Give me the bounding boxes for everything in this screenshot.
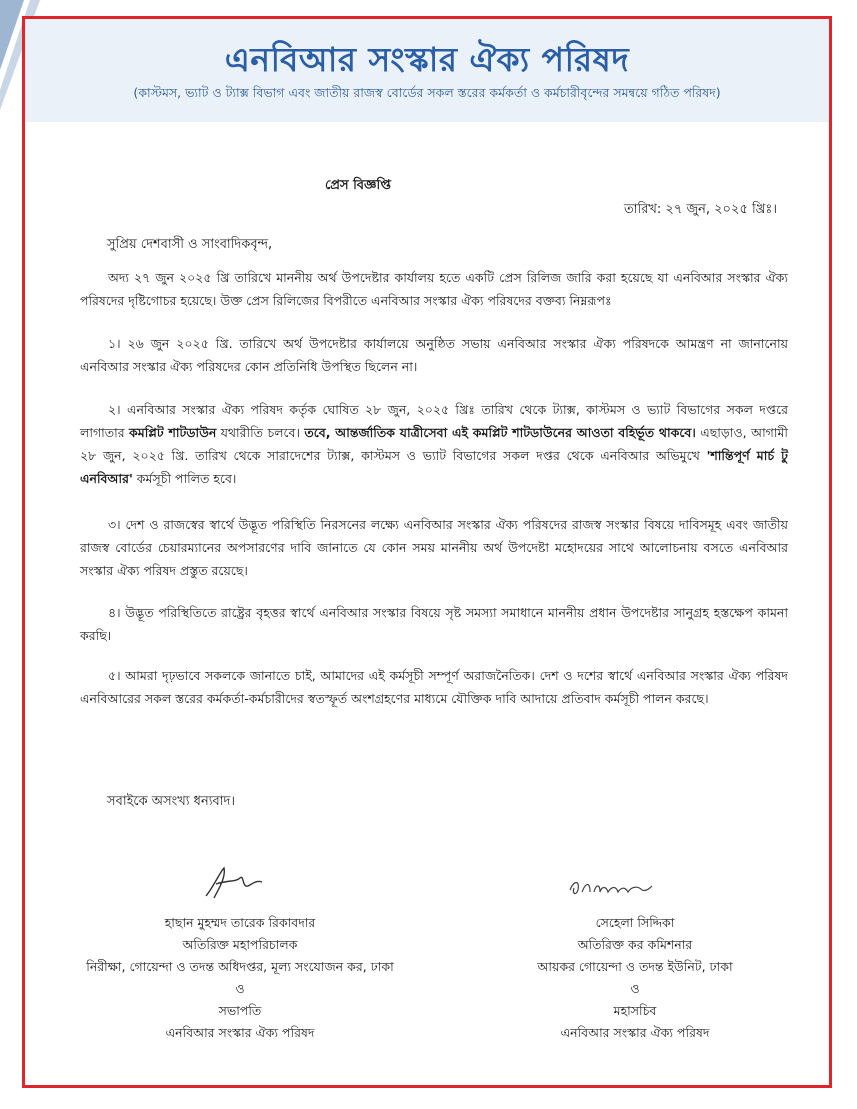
point-2-shutdown-bold: কমপ্লিট শাটডাউন: [129, 425, 217, 440]
point-5-paragraph: ৫। আমরা দৃঢ়ভাবে সকলকে জানাতে চাই, আমাদের এই কর্মসূচী সম্পূর্ণ অরাজনৈতিক। দেশ ও দশের স্বার্থে এনবিআর সংস্কার ঐক্য পরিষদ এনবিআরের সকল স্তরের কর্মকর্তা-কর্মচারীদের স্বতস্ফূর্ত অংশগ্রহণের মাধ্যমে যৌক্তিক দাবি আদায়ে প্রতিবাদ কর্মসূচী পালন করছে।: [80, 668, 788, 706]
right-signatory-designation: অতিরিক্ত কর কমিশনার: [577, 937, 693, 952]
press-release-heading: প্রেস বিজ্ঞপ্তি: [325, 178, 391, 193]
point-2-text-a: ২। এনবিআর সংস্কার ঐক্য পরিষদ কর্তৃক ঘোষিত ২৮ জুন, ২০২৫ খ্রিঃ তারিখ থেকে ট্যাক্স, কাস্টমস ও ভ্যাট বিভাগের সকল দপ্তরে লাগাতার: [80, 402, 788, 440]
intro-paragraph: অদ্য ২৭ জুন ২০২৫ খ্রি তারিখে মাননীয় অর্থ উপদেষ্টার কার্যালয় হতে একটি প্রেস রিলিজ জারি করা হয়েছে যা এনবিআর সংস্কার ঐক্য পরিষদের দৃষ্টিগোচর হয়েছে। উক্ত প্রেস রিলিজের বিপরীতে এনবিআর সংস্কার ঐক্য পরিষদের বক্তব্য নিম্নরূপঃ: [80, 270, 788, 308]
right-signatory-role: মহাসচিব: [613, 1003, 657, 1018]
point-2-text-g: কর্মসূচী পালিত হবে।: [132, 471, 237, 486]
left-signatory-office: নিরীক্ষা, গোয়েন্দা ও তদন্ত অধিদপ্তর, মূল্য সংযোজন কর, ঢাকা: [86, 959, 394, 974]
right-signatory-and: ও: [630, 981, 640, 996]
organization-subtitle: (কাস্টমস, ভ্যাট ও ট্যাক্স বিভাগ এবং জাতীয় রাজস্ব বোর্ডের সকল স্তরের কর্মকর্তা ও কর্মচারীবৃন্দের সমন্বয়ে গঠিত পরিষদ): [133, 85, 721, 100]
right-signatory-org: এনবিআর সংস্কার ঐক্য পরিষদ: [560, 1025, 710, 1040]
left-signature-icon: [200, 862, 270, 904]
point-3-paragraph: ৩। দেশ ও রাজস্বের স্বার্থে উদ্ভূত পরিস্থিতি নিরসনের লক্ষ্যে এনবিআর সংস্কার ঐক্য পরিষদের রাজস্ব সংস্কার বিষয়ে দাবিসমূহ এবং জাতীয় রাজস্ব বোর্ডের চেয়ারম্যানের অপসারণের দাবি জানাতে যে কোন সময় মাননীয় অর্থ উপদেষ্টা মহোদয়ের সাথে আলোচনায় বসতে এনবিআর সংস্কার ঐক্য পরিষদ প্রস্তুত রয়েছে।: [80, 517, 788, 578]
point-2-text-e: এছাড়াও, আগামী ২৮ জুন, ২০২৫ খ্রি. তারিখ থেকে সারাদেশের ট্যাক্স, কাস্টমস ও ভ্যাট বিভাগের সকল দপ্তর থেকে এনবিআর অভিমুখে: [80, 425, 788, 463]
point-2-march-bold: 'শান্তিপূর্ণ মার্চ টু এনবিআর': [80, 448, 788, 486]
point-2-paragraph: [80, 398, 788, 490]
organization-title: এনবিআর সংস্কার ঐক্য পরিষদ: [224, 40, 630, 79]
point-2-text-c: যথারীতি চলবে।: [216, 425, 305, 440]
right-signatory-name: সেহেলা সিদ্দিকা: [595, 915, 675, 930]
point-2-exemption-bold: তবে, আন্তর্জাতিক যাত্রীসেবা এই কমপ্লিট শাটডাউনের আওতা বহির্ভূত থাকবে।: [304, 425, 696, 440]
left-signatory-org: এনবিআর সংস্কার ঐক্য পরিষদ: [165, 1025, 315, 1040]
left-signatory-and: ও: [235, 981, 245, 996]
right-signatory: [470, 912, 800, 1044]
point-4-paragraph: ৪। উদ্ভূত পরিস্থিতিতে রাষ্ট্রের বৃহত্তর স্বার্থে এনবিআর সংস্কার বিষয়ে সৃষ্ট সমস্যা সমাধানে মাননীয় প্রধান উপদেষ্টার সানুগ্রহ হস্তক্ষেপ কামনা করছি।: [80, 605, 788, 643]
left-signatory-role: সভাপতি: [218, 1003, 262, 1018]
left-signatory-name: হাছান মুহম্মদ তারেক রিকাবদার: [164, 915, 316, 930]
point-1-paragraph: ১। ২৬ জুন ২০২৫ খ্রি. তারিখে অর্থ উপদেষ্টার কার্যালয়ে অনুষ্ঠিত সভায় এনবিআর সংস্কার ঐক্য পরিষদকে আমন্ত্রণ না জানানোয় এনবিআর সংস্কার ঐক্য পরিষদের কোন প্রতিনিধি উপস্থিত ছিলেন না।: [80, 336, 788, 374]
right-signatory-office: আয়কর গোয়েন্দা ও তদন্ত ইউনিট, ঢাকা: [537, 959, 733, 974]
left-signatory-designation: অতিরিক্ত মহাপরিচালক: [182, 937, 298, 952]
closing-thanks: সবাইকে অসংখ্য ধন্যবাদ।: [107, 794, 235, 809]
right-signature-icon: [566, 874, 656, 900]
release-date: তারিখ: ২৭ জুন, ২০২৫ খ্রিঃ।: [623, 202, 777, 217]
left-signatory: [50, 912, 430, 1044]
salutation: সুপ্রিয় দেশবাসী ও সাংবাদিকবৃন্দ,: [107, 237, 273, 252]
